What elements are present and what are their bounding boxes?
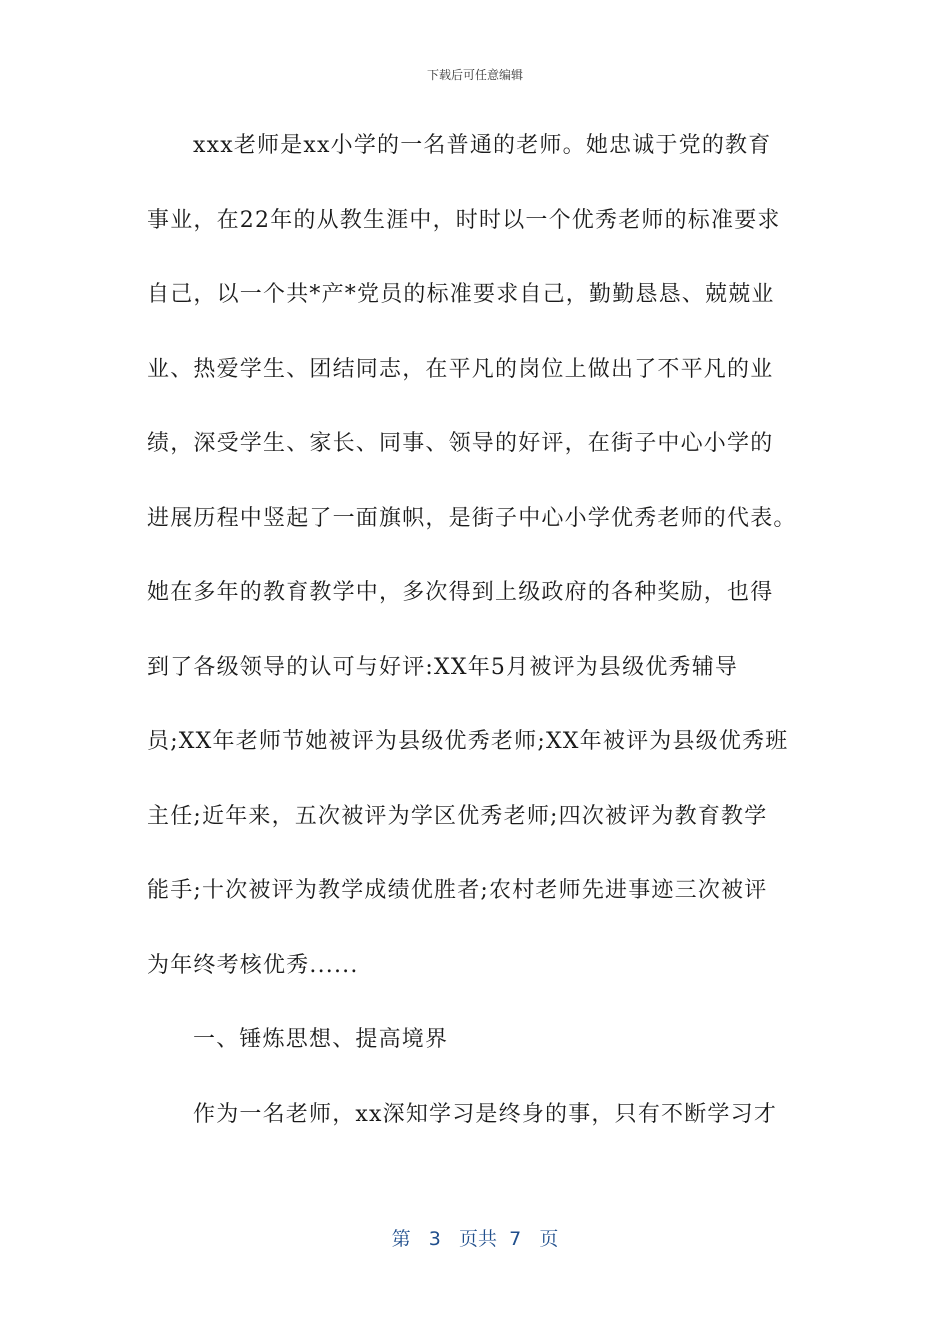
- paragraph-line: 业、热爱学生、团结同志，在平凡的岗位上做出了不平凡的业: [147, 356, 774, 382]
- footer-page-prefix: 第: [391, 1228, 411, 1250]
- footer-total-pages: 7: [509, 1228, 522, 1250]
- page-header-note: 下载后可任意编辑: [426, 68, 523, 82]
- paragraph-line: 作为一名老师，xx深知学习是终身的事，只有不断学习才: [193, 1101, 778, 1127]
- paragraph-line: 进展历程中竖起了一面旗帜，是街子中心小学优秀老师的代表。: [147, 505, 797, 531]
- footer-page-suffix: 页: [539, 1228, 559, 1250]
- section-heading: 一、锤炼思想、提高境界: [193, 1027, 449, 1052]
- paragraph-line: 绩，深受学生、家长、同事、领导的好评，在街子中心小学的: [147, 431, 774, 456]
- paragraph-line: 她在多年的教育教学中，多次得到上级政府的各种奖励，也得: [147, 580, 774, 605]
- paragraph-line: 主任;近年来，五次被评为学区优秀老师;四次被评为教育教学: [147, 803, 768, 829]
- footer-page-middle: 页共: [459, 1228, 498, 1250]
- paragraph-line: 为年终考核优秀......: [147, 952, 359, 978]
- paragraph-line: 到了各级领导的认可与好评:XX年5月被评为县级优秀辅导: [147, 654, 739, 680]
- paragraph-line: xxx老师是xx小学的一名普通的老师。她忠诚于党的教育: [193, 133, 772, 158]
- paragraph-line: 能手;十次被评为教学成绩优胜者;农村老师先进事迹三次被评: [147, 878, 768, 903]
- paragraph-line: 自己，以一个共*产*党员的标准要求自己，勤勤恳恳、兢兢业: [147, 282, 775, 307]
- paragraph-line: 员;XX年老师节她被评为县级优秀老师;XX年被评为县级优秀班: [147, 729, 789, 754]
- footer-current-page: 3: [428, 1228, 441, 1250]
- document-body: [147, 122, 807, 1165]
- page-footer: [0, 1224, 950, 1251]
- paragraph-line: 事业，在22年的从教生涯中，时时以一个优秀老师的标准要求: [147, 207, 781, 233]
